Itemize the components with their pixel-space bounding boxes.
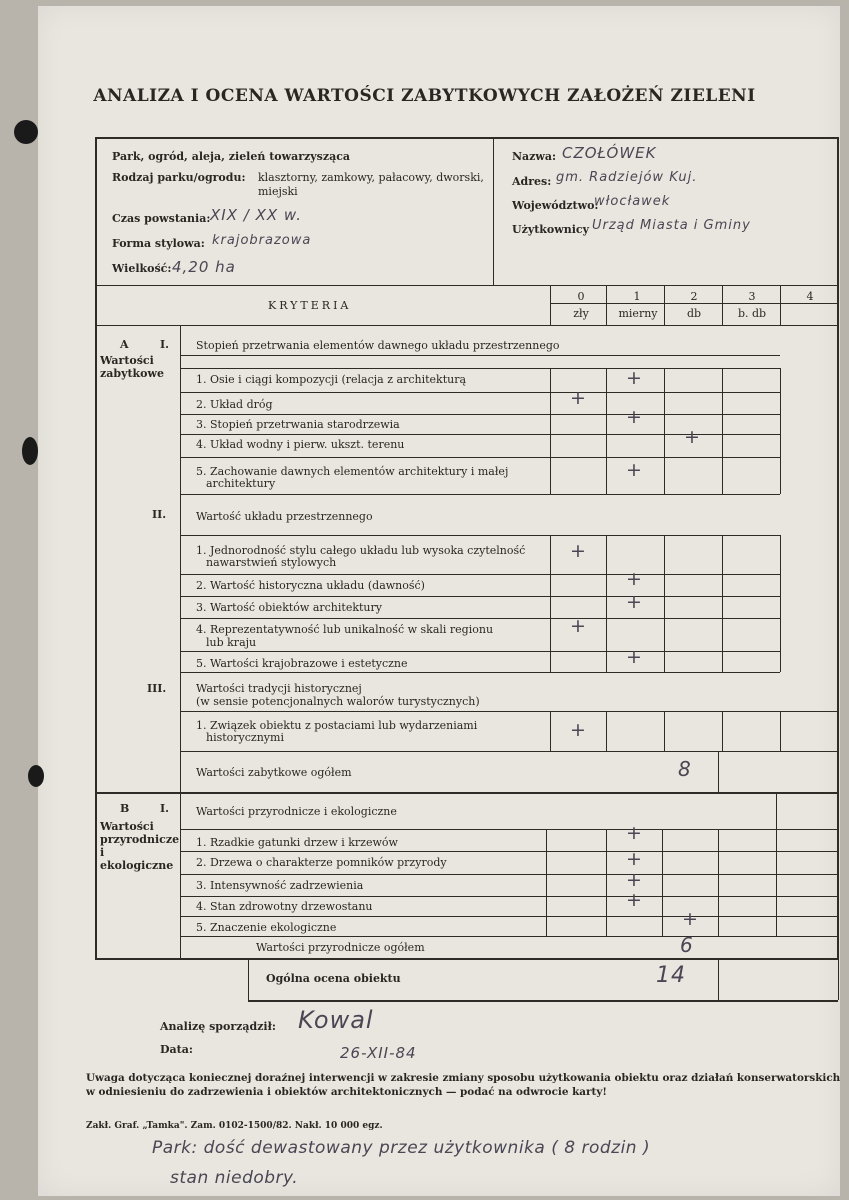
users-label: Użytkownicy [512, 223, 590, 236]
table-rule [546, 916, 547, 936]
table-rule [664, 596, 665, 618]
rating-mark: + [626, 848, 642, 870]
table-rule [776, 792, 777, 936]
table-rule [248, 1000, 838, 1002]
users-value: Urząd Miasta i Gminy [592, 218, 751, 233]
criterion-label: 5. Znaczenie ekologiczne [196, 921, 337, 934]
handwritten-note-cont: stan niedobry. [170, 1168, 299, 1188]
table-rule [606, 414, 607, 434]
table-rule [780, 285, 781, 325]
table-rule [95, 137, 97, 958]
table-rule [180, 368, 780, 369]
rating-mark: + [626, 869, 642, 891]
era-label: Czas powstania: [112, 212, 211, 225]
grade-word: b. db [737, 307, 767, 320]
table-rule [546, 851, 547, 874]
group-2-title: Wartość układu przestrzennego [196, 510, 373, 523]
table-rule [550, 574, 551, 596]
criterion-label-cont: nawarstwień stylowych [206, 556, 337, 569]
rating-mark: + [626, 889, 642, 911]
table-rule [606, 651, 607, 672]
table-rule [606, 596, 607, 618]
section-a-name: Wartości zabytkowe [100, 354, 164, 380]
section-a-total-label: Wartości zabytkowe ogółem [196, 766, 352, 779]
table-rule [180, 792, 181, 958]
table-rule [550, 434, 551, 457]
style-label: Forma stylowa: [112, 237, 205, 250]
table-rule [664, 368, 665, 392]
table-rule [180, 916, 838, 917]
table-rule [664, 711, 665, 751]
criteria-header: KRYTERIA [268, 299, 352, 312]
table-rule [550, 414, 551, 434]
address-label: Adres: [512, 175, 552, 188]
table-rule [180, 711, 838, 712]
prepared-by-label: Analizę sporządził: [160, 1020, 276, 1033]
table-rule [180, 574, 780, 575]
table-rule [780, 457, 781, 494]
note-text: Uwaga dotycząca koniecznej doraźnej interwencji w zakresie zmiany sposobu użytkowania obiektu oraz działań konserwatorskich [86, 1072, 841, 1084]
table-rule [546, 829, 547, 851]
table-rule [493, 137, 494, 285]
criterion-label-cont: architektury [206, 477, 276, 490]
table-rule [546, 874, 547, 896]
object-type-label: Park, ogród, aleja, zieleń towarzysząca [112, 150, 351, 163]
rating-mark: + [570, 387, 586, 409]
table-rule [180, 896, 838, 897]
binder-hole [28, 765, 44, 787]
table-rule [606, 457, 607, 494]
section-a-letter: A [120, 338, 129, 351]
table-rule [722, 392, 723, 414]
table-rule [838, 958, 839, 1000]
table-rule [837, 137, 839, 958]
table-rule [780, 711, 781, 751]
table-rule [180, 414, 780, 415]
table-rule [180, 618, 780, 619]
form-title: ANALIZA I OCENA WARTOŚCI ZABYTKOWYCH ZAŁOŻEŃ ZIELENI [93, 86, 756, 106]
table-rule [95, 285, 838, 286]
table-rule [546, 896, 547, 916]
table-rule [180, 355, 780, 356]
table-rule [780, 368, 781, 392]
criterion-label: 2. Układ dróg [196, 398, 273, 411]
table-rule [662, 874, 663, 896]
date-value: 26-XII-84 [340, 1044, 417, 1062]
rating-mark: + [570, 540, 586, 562]
table-rule [664, 618, 665, 651]
date-label: Data: [160, 1043, 193, 1056]
table-rule [606, 434, 607, 457]
kind-label: Rodzaj parku/ogrodu: [112, 171, 246, 184]
table-rule [718, 829, 719, 851]
rating-mark: + [626, 646, 642, 668]
table-rule [180, 851, 838, 852]
binder-hole [22, 437, 38, 465]
kind-options: klasztorny, zamkowy, pałacowy, dworski, [258, 171, 484, 184]
group-3-numeral: III. [147, 682, 167, 695]
table-rule [606, 285, 607, 325]
table-rule [550, 618, 551, 651]
table-rule [550, 457, 551, 494]
table-rule [664, 392, 665, 414]
rating-mark: + [626, 367, 642, 389]
table-rule [722, 596, 723, 618]
criterion-label: 3. Intensywność zadrzewienia [196, 879, 364, 892]
table-rule [662, 896, 663, 916]
rating-mark: + [626, 591, 642, 613]
table-rule [180, 392, 780, 393]
table-rule [664, 535, 665, 574]
rating-mark: + [684, 426, 700, 448]
rating-mark: + [626, 459, 642, 481]
voivodeship-label: Województwo: [512, 199, 599, 212]
table-rule [722, 457, 723, 494]
table-rule [550, 392, 551, 414]
section-a-numeral: I. [160, 338, 169, 351]
group-3-title: Wartości tradycji historycznej [196, 682, 362, 695]
table-rule [180, 494, 780, 495]
table-rule [550, 651, 551, 672]
overall-label: Ogólna ocena obiektu [266, 972, 401, 985]
grade-number: 4 [806, 290, 814, 303]
table-rule [248, 958, 838, 959]
table-rule [718, 751, 719, 792]
table-rule [180, 672, 780, 673]
criterion-label: 1. Jednorodność stylu całego układu lub wysoka czytelność [196, 544, 526, 557]
table-rule [722, 368, 723, 392]
table-rule [180, 325, 181, 792]
criterion-label-cont: lub kraju [206, 636, 257, 649]
criterion-label: 1. Rzadkie gatunki drzew i krzewów [196, 836, 398, 849]
name-label: Nazwa: [512, 150, 557, 163]
table-rule [780, 535, 781, 672]
section-a-total-value: 8 [678, 757, 692, 781]
criterion-label: 4. Układ wodny i pierw. ukszt. terenu [196, 438, 405, 451]
criterion-label: 5. Wartości krajobrazowe i estetyczne [196, 657, 408, 670]
table-rule [718, 896, 719, 916]
binder-hole [14, 120, 38, 144]
table-rule [550, 711, 551, 751]
table-rule [662, 829, 663, 851]
kind-options-cont: miejski [258, 185, 298, 198]
grade-number: 1 [633, 290, 641, 303]
section-b-total-label: Wartości przyrodnicze ogółem [256, 941, 425, 954]
table-rule [180, 829, 838, 830]
criterion-label: 5. Zachowanie dawnych elementów architektury i małej [196, 465, 509, 478]
address-value: gm. Radziejów Kuj. [556, 170, 698, 185]
size-label: Wielkość: [112, 262, 172, 275]
group-1-title: Stopień przetrwania elementów dawnego układu przestrzennego [196, 339, 560, 352]
print-info: Zakł. Graf. „Tamka". Zam. 0102-1500/82. Nakł. 10 000 egz. [86, 1121, 383, 1131]
table-rule [180, 651, 780, 652]
table-rule [718, 916, 719, 936]
table-rule [606, 851, 607, 874]
table-rule [180, 596, 780, 597]
section-b-letter: B [120, 802, 130, 815]
criterion-label: 1. Osie i ciągi kompozycji (relacja z architekturą [196, 373, 467, 386]
table-rule [722, 414, 723, 434]
form-sheet [38, 6, 840, 1196]
criterion-label: 3. Stopień przetrwania starodrzewia [196, 418, 400, 431]
table-rule [722, 618, 723, 651]
grade-word: db [686, 307, 702, 320]
table-rule [180, 874, 838, 875]
table-rule [606, 574, 607, 596]
criterion-label: 4. Stan zdrowotny drzewostanu [196, 900, 373, 913]
table-rule [606, 874, 607, 896]
section-b-name: Wartości przyrodnicze i ekologiczne [100, 820, 180, 872]
table-rule [606, 896, 607, 916]
rating-mark: + [570, 719, 586, 741]
table-rule [180, 535, 780, 536]
signature: Kowal [298, 1006, 374, 1034]
table-rule [95, 137, 838, 139]
note-text-cont: w odniesieniu do zadrzewienia i obiektów architektonicznych — podać na odwrocie karty! [86, 1086, 607, 1098]
table-rule [664, 434, 665, 457]
overall-value: 14 [656, 963, 686, 988]
table-rule [248, 958, 249, 1000]
criterion-label: 1. Związek obiektu z postaciami lub wydarzeniami [196, 719, 478, 732]
table-rule [180, 936, 838, 937]
group-2-numeral: II. [152, 508, 167, 521]
criterion-label: 2. Wartość historyczna układu (dawność) [196, 579, 425, 592]
table-rule [664, 574, 665, 596]
table-rule [722, 285, 723, 325]
rating-mark: + [626, 822, 642, 844]
table-rule [606, 711, 607, 751]
table-rule [550, 596, 551, 618]
rating-mark: + [682, 908, 698, 930]
table-rule [718, 958, 719, 1000]
table-rule [722, 535, 723, 574]
section-b-title: Wartości przyrodnicze i ekologiczne [196, 805, 397, 818]
table-rule [606, 392, 607, 414]
grade-word: zły [573, 307, 589, 320]
table-rule [180, 457, 780, 458]
table-rule [718, 874, 719, 896]
table-rule [606, 368, 607, 392]
table-rule [722, 651, 723, 672]
table-rule [606, 535, 607, 574]
size-value: 4,20 ha [172, 258, 236, 276]
table-rule [180, 751, 838, 752]
table-rule [664, 651, 665, 672]
table-rule [95, 792, 838, 794]
grade-number: 2 [690, 290, 698, 303]
table-rule [606, 916, 607, 936]
table-rule [662, 851, 663, 874]
table-rule [722, 711, 723, 751]
name-value: CZOŁÓWEK [562, 144, 657, 162]
criterion-label: 2. Drzewa o charakterze pomników przyrody [196, 856, 447, 869]
rating-mark: + [626, 568, 642, 590]
era-value: XIX / XX w. [210, 206, 302, 224]
handwritten-note: Park: dość dewastowany przez użytkownika ( 8 rodzin ) [152, 1138, 651, 1158]
section-b-numeral: I. [160, 802, 169, 815]
style-value: krajobrazowa [212, 233, 312, 248]
table-rule [550, 303, 838, 304]
table-rule [95, 325, 838, 326]
table-rule [722, 574, 723, 596]
table-rule [662, 916, 663, 936]
rating-mark: + [626, 406, 642, 428]
rating-mark: + [570, 615, 586, 637]
table-rule [780, 414, 781, 434]
grade-number: 3 [748, 290, 756, 303]
criterion-label: 4. Reprezentatywność lub unikalność w skali regionu [196, 623, 494, 636]
criterion-label: 3. Wartość obiektów architektury [196, 601, 382, 614]
section-b-total-value: 6 [680, 933, 694, 957]
table-rule [780, 392, 781, 414]
grade-word: mierny [618, 307, 658, 320]
table-rule [722, 434, 723, 457]
table-rule [664, 457, 665, 494]
table-rule [664, 414, 665, 434]
table-rule [718, 851, 719, 874]
table-rule [550, 368, 551, 392]
table-rule [550, 285, 551, 325]
table-rule [550, 535, 551, 574]
grade-number: 0 [577, 290, 585, 303]
criterion-label-cont: historycznymi [206, 731, 284, 744]
voivodeship-value: włocławek [594, 194, 671, 209]
group-3-title-cont: (w sensie potencjonalnych walorów turystycznych) [196, 695, 480, 708]
table-rule [606, 618, 607, 651]
table-rule [606, 829, 607, 851]
table-rule [780, 434, 781, 457]
